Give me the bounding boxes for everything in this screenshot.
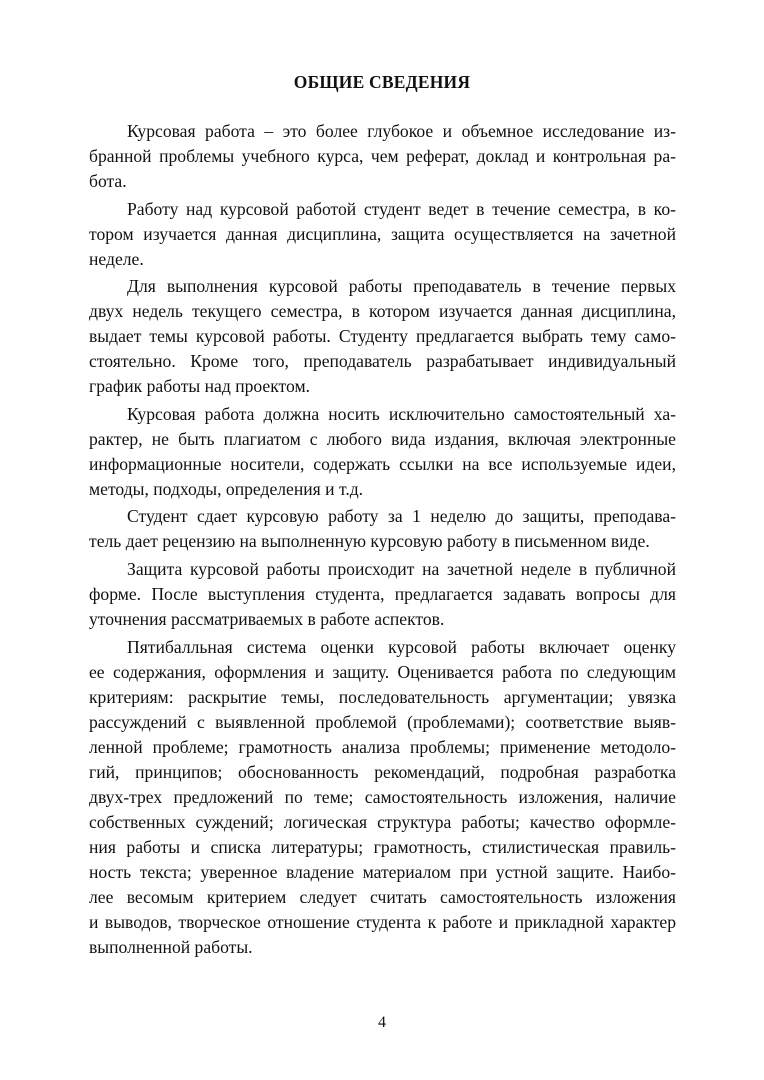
text-line: Студент сдает курсовую работу за 1 неделю до защиты, преподава-	[127, 506, 676, 527]
paragraph-6	[89, 557, 676, 632]
text-line: критериям: раскрытие темы, последовательность аргументации; увязка	[89, 686, 676, 707]
text-line: ность текста; уверенное владение материалом при устной защите. Наибо-	[89, 861, 676, 882]
text-line: бота.	[89, 171, 127, 191]
text-line: гий, принципов; обоснованность рекомендаций, подробная разработка	[89, 761, 676, 782]
text-line: Курсовая работа – это более глубокое и объемное исследование из-	[127, 121, 676, 141]
text-line: ния работы и списка литературы; грамотность, стилистическая правиль-	[89, 836, 676, 857]
text-line: информационные носители, содержать ссылки на все используемые идеи,	[89, 453, 676, 474]
paragraph-5	[89, 504, 676, 554]
text-line: форме. После выступления студента, предлагается задавать вопросы для	[89, 583, 676, 604]
paragraph-7	[89, 635, 676, 960]
text-line: собственных суждений; логическая структура работы; качество оформле-	[89, 811, 676, 832]
text-line: двух недель текущего семестра, в котором изучается данная дисциплина,	[89, 301, 676, 322]
text-line: лее весомым критерием следует считать самостоятельность изложения	[89, 886, 676, 907]
page-number: 4	[378, 1014, 386, 1031]
paragraph-4	[89, 402, 676, 502]
text-line: бранной проблемы учебного курса, чем реферат, доклад и контрольная ра-	[89, 146, 676, 166]
text-line: тором изучается данная дисциплина, защита осуществляется на зачетной	[89, 223, 676, 244]
text-line: выдает темы курсовой работы. Студенту предлагается выбрать тему само-	[89, 326, 676, 347]
page-title: ОБЩИЕ СВЕДЕНИЯ	[293, 72, 471, 92]
paragraph-2	[89, 197, 676, 272]
text-line: Курсовая работа должна носить исключительно самостоятельный ха-	[127, 403, 676, 424]
text-line: Защита курсовой работы происходит на зачетной неделе в публичной	[127, 558, 676, 579]
text-line: Для выполнения курсовой работы преподаватель в течение первых	[127, 276, 676, 297]
text-line: стоятельно. Кроме того, преподаватель разрабатывает индивидуальный	[89, 351, 676, 372]
text-line: рассуждений с выявленной проблемой (проблемами); соответствие выяв-	[89, 711, 676, 732]
text-line: Пятибалльная система оценки курсовой работы включает оценку	[127, 636, 676, 657]
text-line: уточнения рассматриваемых в работе аспектов.	[89, 608, 445, 629]
paragraph-1	[89, 119, 676, 194]
text-line: ее содержания, оформления и защиту. Оценивается работа по следующим	[89, 661, 676, 682]
text-line: выполненной работы.	[89, 936, 253, 957]
text-line: и выводов, творческое отношение студента к работе и прикладной характер	[89, 911, 676, 932]
text-line: двух-трех предложений по теме; самостоятельность изложения, наличие	[89, 786, 676, 807]
document-body	[89, 119, 676, 962]
text-line: рактер, не быть плагиатом с любого вида издания, включая электронные	[89, 428, 676, 449]
text-line: неделе.	[89, 248, 144, 269]
text-line: Работу над курсовой работой студент ведет в течение семестра, в ко-	[127, 198, 676, 219]
text-line: тель дает рецензию на выполненную курсовую работу в письменном виде.	[89, 531, 650, 552]
paragraph-3	[89, 274, 676, 399]
text-line: график работы над проектом.	[89, 376, 310, 397]
text-line: методы, подходы, определения и т.д.	[89, 478, 364, 499]
text-line: ленной проблеме; грамотность анализа проблемы; применение методоло-	[89, 736, 676, 757]
